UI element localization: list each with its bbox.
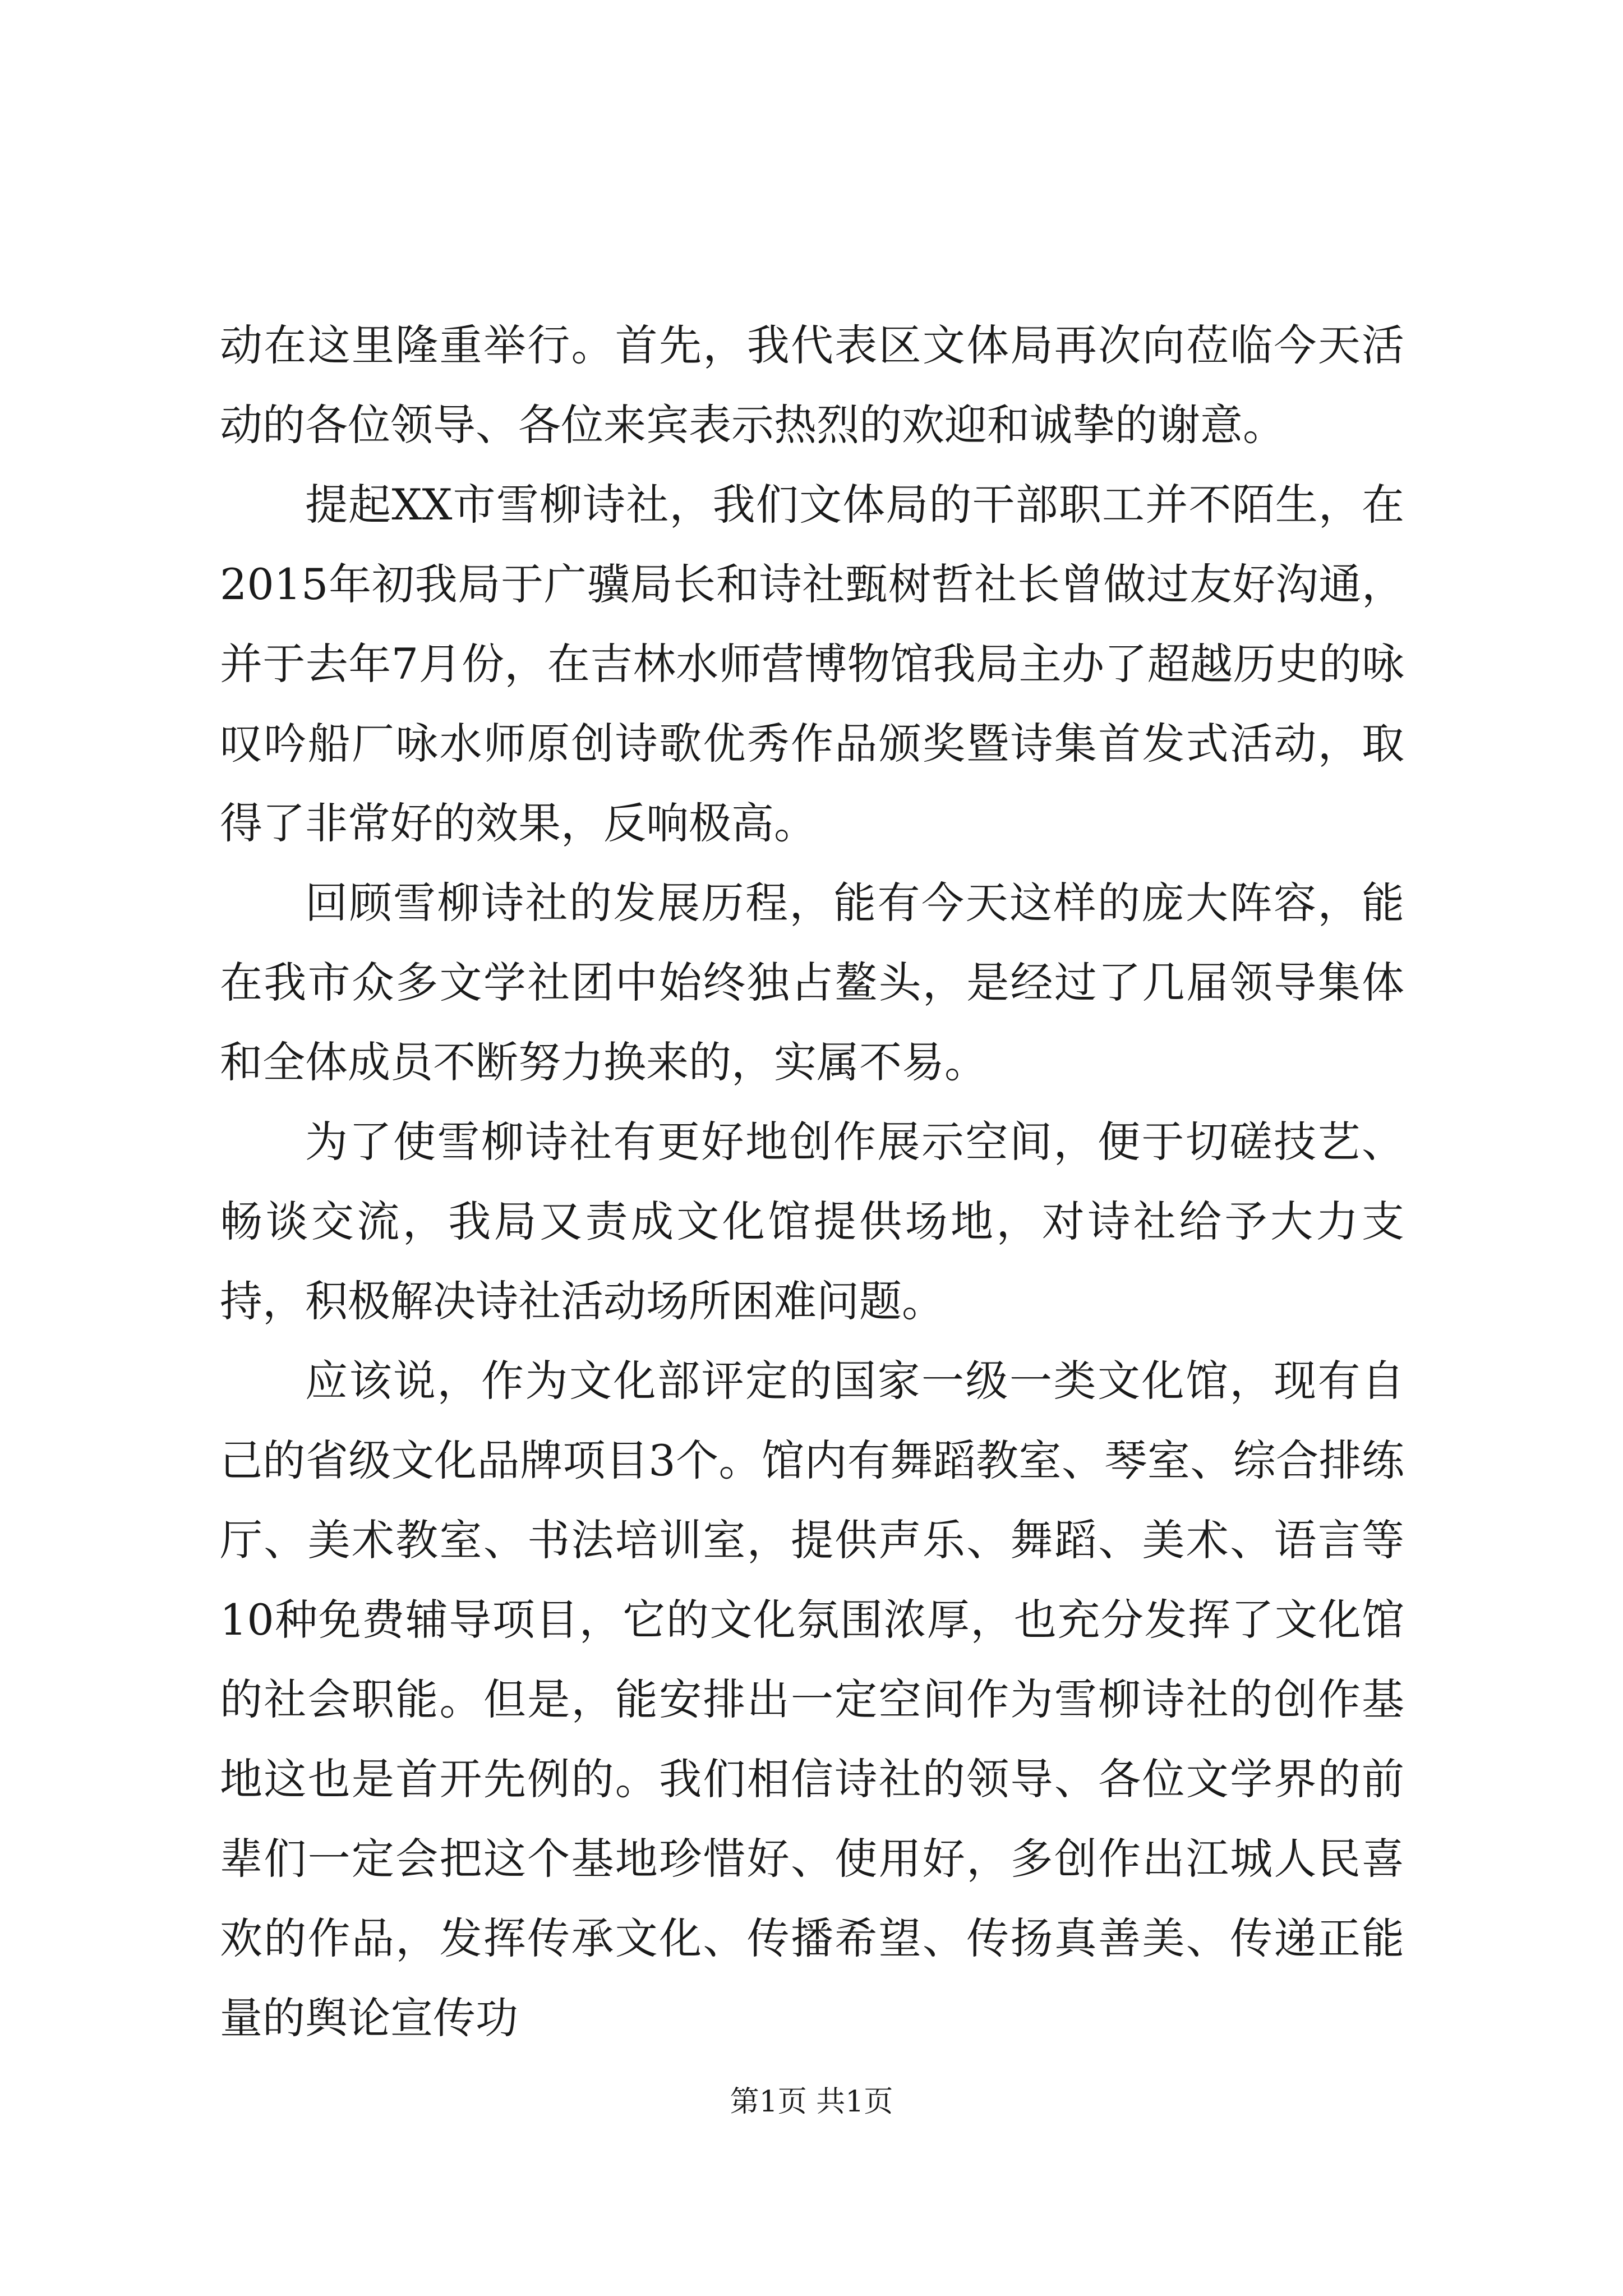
paragraph-4: 为了使雪柳诗社有更好地创作展示空间，便于切磋技艺、畅谈交流，我局又责成文化馆提供场地，对诗社给予大力支持，积极解决诗社活动场所困难问题。: [220, 1117, 1404, 1326]
paragraph-5: 应该说，作为文化部评定的国家一级一类文化馆，现有自己的省级文化品牌项目3个。馆内有舞蹈教室、琴室、综合排练厅、美术教室、书法培训室，提供声乐、舞蹈、美术、语言等10种免费辅导项目，它的文化氛围浓厚，也充分发挥了文化馆的社会职能。但是，能安排出一定空间作为雪柳诗社的创作基地这也是首开先例的。我们相信诗社的领导、各位文学界的前辈们一定会把这个基地珍惜好、使用好，多创作出江城人民喜欢的作品，发挥传承文化、传播希望、传扬真善美、传递正能量的舆论宣传功: [220, 1356, 1404, 2043]
document-body: [220, 306, 1404, 2058]
paragraph-2: 提起XX市雪柳诗社，我们文体局的干部职工并不陌生，在2015年初我局于广骥局长和诗社甄树哲社长曾做过友好沟通，并于去年7月份，在吉林水师营博物馆我局主办了超越历史的咏叹吟船厂咏水师原创诗歌优秀作品颁奖暨诗集首发式活动，取得了非常好的效果，反响极高。: [220, 480, 1404, 848]
paragraph-3: 回顾雪柳诗社的发展历程，能有今天这样的庞大阵容，能在我市众多文学社团中始终独占鳌头，是经过了几届领导集体和全体成员不断努力换来的，实属不易。: [220, 878, 1404, 1087]
paragraph-1: 动在这里隆重举行。首先，我代表区文体局再次向莅临今天活动的各位领导、各位来宾表示热烈的欢迎和诚挚的谢意。: [220, 320, 1404, 450]
page-footer: 第1页 共1页: [730, 2085, 893, 2119]
